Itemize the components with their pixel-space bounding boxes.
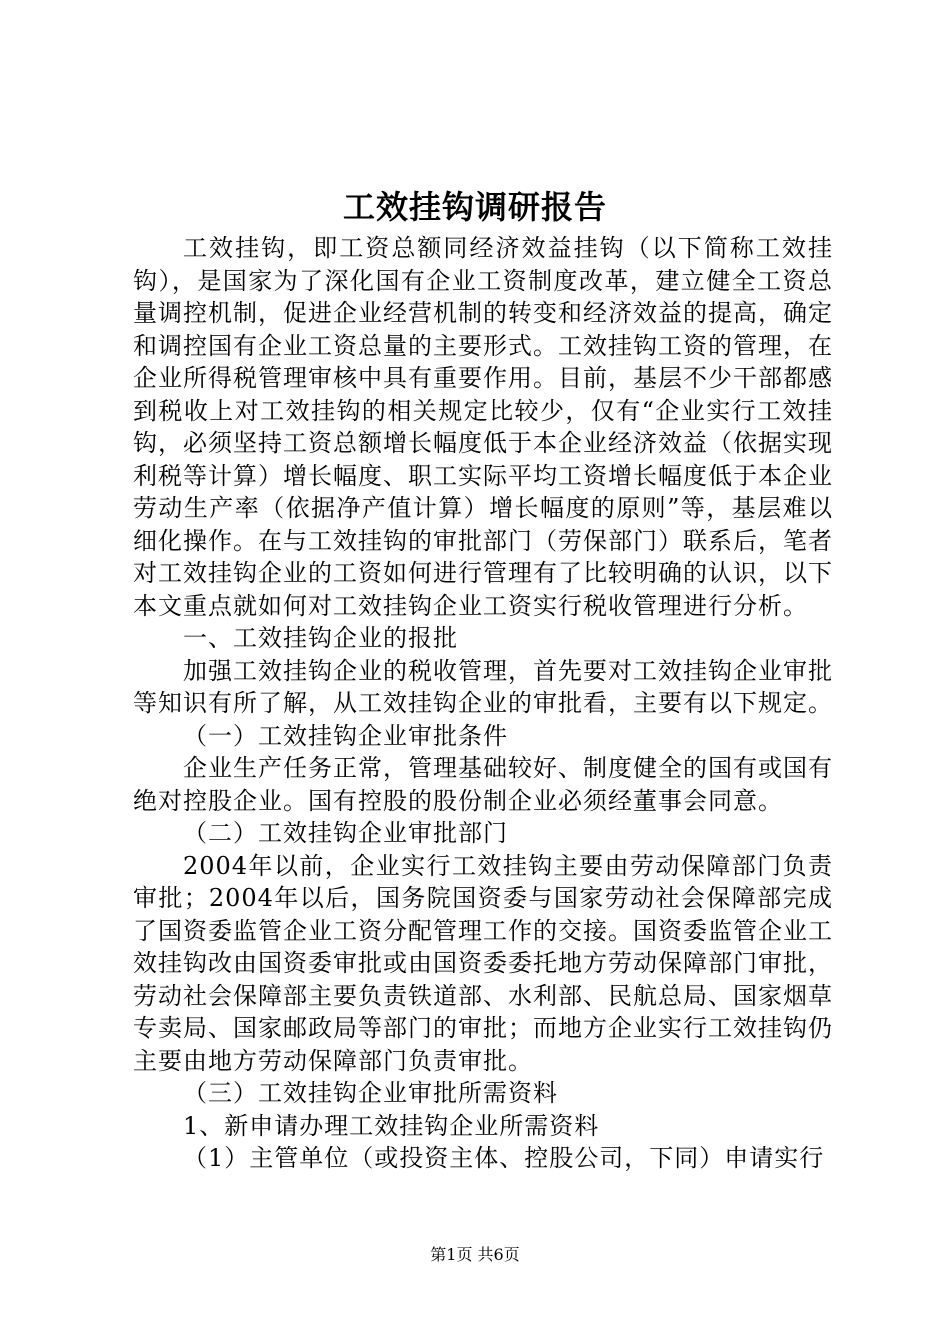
page-footer: 第1页 共6页 bbox=[430, 1245, 520, 1264]
paragraph-departments: 2004年以前，企业实行工效挂钩主要由劳动保障部门负责审批；2004年以后，国务院国资委与国家劳动社会保障部完成了国资委监管企业工资分配管理工作的交接。国资委监管企业工效挂钩改由国资委审批或由国资委委托地方劳动保障部门审批，劳动社会保障部主要负责铁道部、水利部、民航总局、国家烟草专卖局、国家邮政局等部门的审批；而地方企业实行工效挂钩仍主要由地方劳动保障部门负责审批。 bbox=[133, 851, 833, 1075]
subsection-heading-1: （一）工效挂钩企业审批条件 bbox=[183, 721, 508, 750]
section-heading-1: 一、工效挂钩企业的报批 bbox=[183, 624, 458, 652]
list-item-1: （1）主管单位（或投资主体、控股公司，下同）申请实行 bbox=[183, 1144, 825, 1172]
subsection-heading-2: （二）工效挂钩企业审批部门 bbox=[183, 819, 508, 847]
document-title: 工效挂钩调研报告 bbox=[342, 188, 607, 226]
paragraph-section-1: 加强工效挂钩企业的税收管理，首先要对工效挂钩企业审批等知识有所了解，从工效挂钩企业的审批看，主要有以下规定。 bbox=[133, 656, 833, 717]
paragraph-intro: 工效挂钩，即工资总额同经济效益挂钩（以下简称工效挂钩），是国家为了深化国有企业工资制度改革，建立健全工资总量调控机制，促进企业经营机制的转变和经济效益的提高，确定和调控国有企业工资总量的主要形式。工效挂钩工资的管理，在企业所得税管理审核中具有重要作用。目前，基层不少干部都感到税收上对工效挂钩的相关规定比较少，仅有“企业实行工效挂钩，必须坚持工资总额增长幅度低于本企业经济效益（依据实现利税等计算）增长幅度、职工实际平均工资增长幅度低于本企业劳动生产率（依据净产值计算）增长幅度的原则”等，基层难以细化操作。在与工效挂钩的审批部门（劳保部门）联系后，笔者对工效挂钩企业的工资如何进行管理有了比较明确的认识，以下本文重点就如何对工效挂钩企业工资实行税收管理进行分析。 bbox=[133, 234, 833, 620]
subsection-heading-3: （三）工效挂钩企业审批所需资料 bbox=[183, 1079, 558, 1107]
list-heading-1: 1、新申请办理工效挂钩企业所需资料 bbox=[183, 1111, 600, 1140]
document-body bbox=[133, 232, 833, 1175]
paragraph-conditions: 企业生产任务正常，管理基础较好、制度健全的国有或国有绝对控股企业。国有控股的股份制企业必须经董事会同意。 bbox=[133, 754, 833, 815]
